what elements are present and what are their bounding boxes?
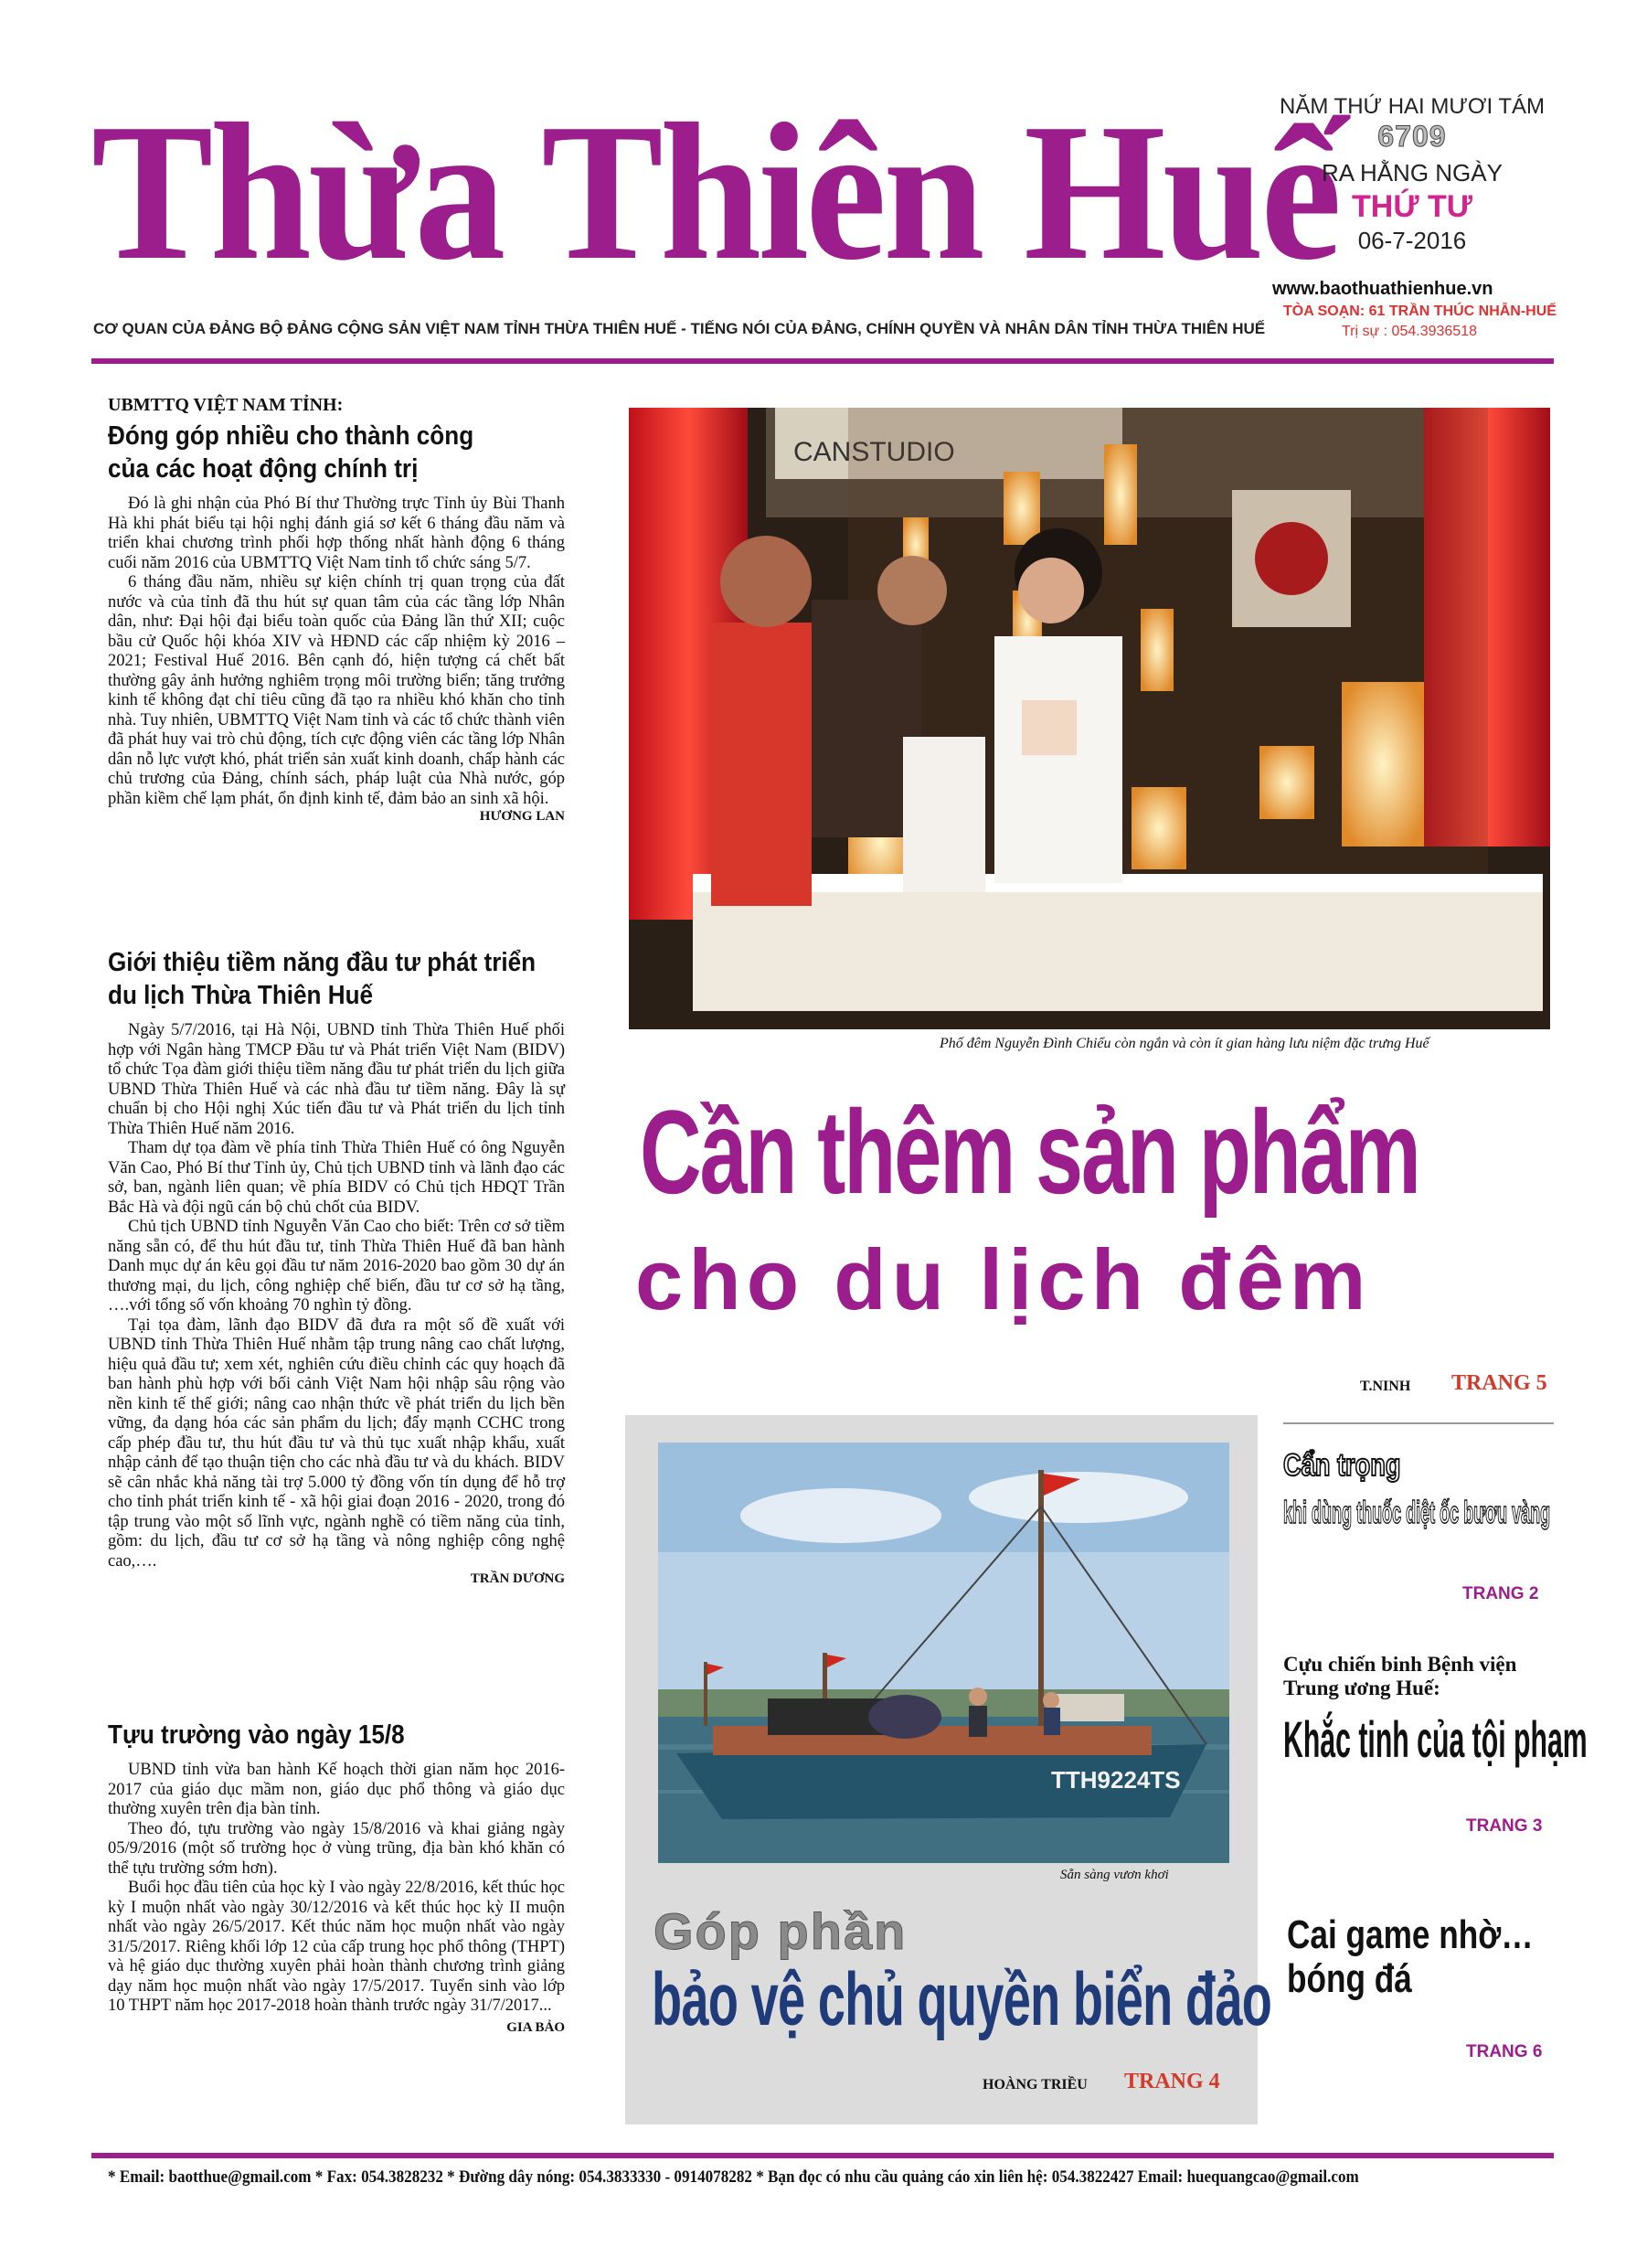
issue-date: 06-7-2016: [1357, 227, 1467, 254]
article-headline[interactable]: [108, 420, 618, 485]
article-body: [108, 495, 565, 809]
bottom-divider: [91, 2153, 1554, 2158]
feature-author: HOÀNG TRIỀU: [983, 2077, 1088, 2092]
lead-photo-caption: Phố đêm Nguyễn Đình Chiểu còn ngắn và còn ít gian hàng lưu niệm đặc trưng Huế: [940, 1036, 1429, 1051]
masthead-title: Thừa Thiên Huế: [91, 82, 1339, 301]
paragraph: Theo đó, tựu trường vào ngày 15/8/2016 và khai giảng ngày 05/9/2016 (một số trường học ở vùng trũng, địa bàn khó khăn có thể tựu trường sớm hơn).: [108, 1819, 565, 1878]
article-tiem-nang: [108, 946, 565, 1587]
lead-author: T.NINH: [1360, 1379, 1411, 1394]
fishing-boat-illustration: [658, 1443, 1229, 1863]
article-author: TRẦN DƯƠNG: [470, 1571, 565, 1586]
article-tuu-truong: [108, 1719, 565, 2036]
headline-line: Đóng góp nhiều cho thành công: [108, 421, 474, 451]
feature-headline-line-2[interactable]: bảo vệ chủ quyền biển đảo: [652, 1958, 1272, 2041]
night-market-illustration: [629, 408, 1550, 1029]
teaser-3-headline-line-2[interactable]: bóng đá: [1287, 1956, 1412, 2001]
issue-weekday: THỨ TƯ: [1352, 189, 1472, 224]
paragraph: Đó là ghi nhận của Phó Bí thư Thường trực Tỉnh ủy Bùi Thanh Hà khi phát biểu tại hội nghị đánh giá sơ kết 6 tháng đầu năm và triển khai chương trình phối hợp thống nhất hành động 6 tháng cuối năm 2016 của UBMTTQ Việt Nam tỉnh tổ chức sáng 5/7.: [108, 495, 565, 572]
headline-line: của các hoạt động chính trị: [108, 454, 419, 484]
teaser-2-kicker: [1283, 1653, 1516, 1700]
teaser-2-page-link[interactable]: TRANG 3: [1466, 1816, 1543, 1836]
article-kicker: UBMTTQ VIỆT NAM TỈNH:: [108, 395, 344, 415]
teaser-1-page-link[interactable]: TRANG 2: [1462, 1584, 1539, 1603]
article-body: [108, 1761, 565, 2017]
boat-number: TTH9224TS: [1051, 1766, 1181, 1794]
issue-info: [1261, 94, 1563, 255]
headline-line: du lịch Thừa Thiên Huế: [108, 981, 374, 1010]
paragraph: Tham dự tọa đàm về phía tỉnh Thừa Thiên Huế có ông Nguyễn Văn Cao, Phó Bí thư Tỉnh ủy, Chủ tịch UBND tỉnh và lãnh đạo các sở, ban, ngành liên quan; về phía BIDV có Chủ tịch HĐQT Trần Bắc Hà và đội ngũ cán bộ chủ chốt của BIDV.: [108, 1139, 565, 1217]
feature-photo-caption: Sẵn sàng vươn khơi: [1060, 1868, 1169, 1882]
article-body: [108, 1021, 565, 1571]
top-divider: [91, 358, 1554, 364]
article-author: GIA BẢO: [506, 2019, 565, 2035]
paragraph: Chủ tịch UBND tỉnh Nguyễn Văn Cao cho biết: Trên cơ sở tiềm năng sẵn có, để thu hút đầu tư, tỉnh Thừa Thiên Huế đã ban hành Danh mục dự án kêu gọi đầu tư năm 2016-2020 bao gồm 30 dự án thương mại, du lịch, công nghiệp chế biến, đầu tư cơ sở hạ tầng, ….với tổng số vốn khoảng 70 nghìn tỷ đồng.: [108, 1218, 565, 1315]
kicker-line: Trung ương Huế:: [1283, 1677, 1440, 1699]
teaser-3-page-link[interactable]: TRANG 6: [1466, 2042, 1543, 2061]
article-author: HƯƠNG LAN: [479, 809, 565, 824]
sidebar-divider: [1283, 1422, 1554, 1424]
office-address: TÒA SOẠN: 61 TRẦN THÚC NHẪN-HUẾ: [1283, 303, 1557, 319]
article-headline[interactable]: [108, 946, 618, 1012]
paragraph: Tại tọa đàm, lãnh đạo BIDV đã đưa ra một số đề xuất với UBND tỉnh Thừa Thiên Huế nhằm tập trung nâng cao chất lượng, hiệu quả đầu tư; xem xét, nghiên cứu điều chỉnh các quy hoạch đã ban hành phù hợp với bối cảnh Việt Nam hội nhập sâu rộng vào nền kinh tế thế giới; nâng cao nhận thức về phát triển du lịch bền vững, đa dạng hóa các sản phẩm du lịch; đẩy mạnh CCHC trong cấp phép đầu tư, thu hút đầu tư và thủ tục xuất nhập khẩu, xuất nhập cảnh để tạo thuận tiện cho các nhà đầu tư và du khách. BIDV sẽ cân nhắc khả năng tài trợ 5.000 tỷ đồng vốn tín dụng để hỗ trợ cho tỉnh phát triển kinh tế - xã hội giai đoạn 2016 - 2020, trong đó tập trung vào một số lĩnh vực, ngành nghề có tiềm năng của tỉnh, gồm: du lịch, đầu tư cơ sở hạ tầng và nông nghiệp công nghệ cao,….: [108, 1315, 565, 1571]
night-market-photo: [629, 408, 1550, 1029]
masthead-tagline: CƠ QUAN CỦA ĐẢNG BỘ ĐẢNG CỘNG SẢN VIỆT NAM TỈNH THỪA THIÊN HUẾ - TIẾNG NÓI CỦA ĐẢNG, CHÍNH QUYỀN VÀ NHÂN DÂN TỈNH THỪA THIÊN HUẾ: [93, 320, 1266, 337]
lead-headline-line-2[interactable]: cho du lịch đêm: [635, 1231, 1372, 1327]
paragraph: Ngày 5/7/2016, tại Hà Nội, UBND tỉnh Thừa Thiên Huế phối hợp với Ngân hàng TMCP Đầu tư và Phát triển Việt Nam (BIDV) tổ chức Tọa đàm giới thiệu tiềm năng đầu tư phát triển du lịch giữa UBND Thừa Thiên Huế và các nhà đầu tư tiềm năng. Đây là sự chuẩn bị cho Hội nghị Xúc tiến đầu tư và Phát triển du lịch tỉnh Thừa Thiên Huế năm 2016.: [108, 1021, 565, 1138]
shop-sign-text: CANSTUDIO: [793, 437, 955, 467]
lead-headline-line-1[interactable]: Cần thêm sản phẩm: [640, 1085, 1419, 1219]
footer-contact: * Email: baotthue@gmail.com * Fax: 054.3828232 * Đường dây nóng: 054.3833330 - 0914078282 * Bạn đọc có nhu cầu quảng cáo xin liên hệ: 054.3822427 Email: huequangcao@gmail.com: [108, 2167, 1359, 2187]
fishing-boat-photo: [658, 1443, 1229, 1863]
paragraph: Buổi học đầu tiên của học kỳ I vào ngày 22/8/2016, kết thúc học kỳ I muộn nhất vào ngày 30/12/2016 và kết thúc học kỳ II muộn nhất vào ngày 26/5/2017. Kết thúc năm học muộn nhất vào ngày 31/5/2017. Riêng khối lớp 12 của cấp trung học phổ thông (THPT) và hệ giáo dục thường xuyên phải hoàn thành chương trình giảng dạy năm học muộn nhất vào ngày 17/5/2017. Tuyển sinh vào lớp 10 THPT năm học 2017-2018 hoàn thành trước ngày 31/7/2017...: [108, 1879, 565, 2015]
paragraph: 6 tháng đầu năm, nhiều sự kiện chính trị quan trọng của đất nước và của tỉnh đã thu hút sự quan tâm của các tầng lớp Nhân dân, như: Đại hội đại biểu toàn quốc của Đảng lần thứ XII; cuộc bầu cử Quốc hội khóa XIV và HĐND các cấp nhiệm kỳ 2016 – 2021; Festival Huế 2016. Bên cạnh đó, hiện tượng cá chết bất thường gây ảnh hưởng nghiêm trọng môi trường biển; tăng trưởng kinh tế không đạt chỉ tiêu cũng đã tạo ra nhiều khó khăn cho tỉnh nhà. Tuy nhiên, UBMTTQ Việt Nam tỉnh và các tổ chức thành viên đã phát huy vai trò chủ động, tích cực động viên các tầng lớp Nhân dân nỗ lực vượt khó, phát triển sản xuất kinh doanh, chấp hành các chủ trương của Đảng, chính sách, pháp luật của Nhà nước, góp phần kiềm chế lạm phát, ổn định kinh tế, đảm bảo an sinh xã hội.: [108, 573, 565, 808]
article-ubmttq: [108, 395, 565, 825]
feature-page-link[interactable]: TRANG 4: [1124, 2070, 1220, 2093]
publication-frequency: RA HẰNG NGÀY: [1322, 159, 1503, 186]
teaser-1-headline-line-2[interactable]: khi dùng thuốc diệt ốc bươu vàng: [1283, 1496, 1551, 1530]
teaser-1-headline-line-1[interactable]: Cẩn trọng: [1283, 1448, 1401, 1483]
teaser-3-headline-line-1[interactable]: Cai game nhờ…: [1287, 1912, 1534, 1957]
website-link[interactable]: www.baothuathienhue.vn: [1272, 279, 1493, 299]
office-phone: Trị sự : 054.3936518: [1342, 324, 1477, 339]
feature-headline-line-1[interactable]: Góp phần: [653, 1902, 908, 1960]
kicker-line: Cựu chiến binh Bệnh viện: [1283, 1653, 1517, 1676]
paragraph: UBND tỉnh vừa ban hành Kế hoạch thời gian năm học 2016-2017 của giáo dục mầm non, giáo dục phổ thông và giáo dục thường xuyên trên địa bàn tỉnh.: [108, 1761, 565, 1818]
article-headline[interactable]: Tựu trường vào ngày 15/8: [108, 1720, 405, 1750]
lead-page-link[interactable]: TRANG 5: [1451, 1371, 1547, 1395]
teaser-2-headline[interactable]: Khắc tinh của tội phạm: [1283, 1710, 1588, 1768]
issue-year: NĂM THỨ HAI MƯƠI TÁM: [1279, 94, 1546, 119]
issue-number: 6709: [1377, 120, 1447, 153]
headline-line: Giới thiệu tiềm năng đầu tư phát triển: [108, 948, 537, 977]
